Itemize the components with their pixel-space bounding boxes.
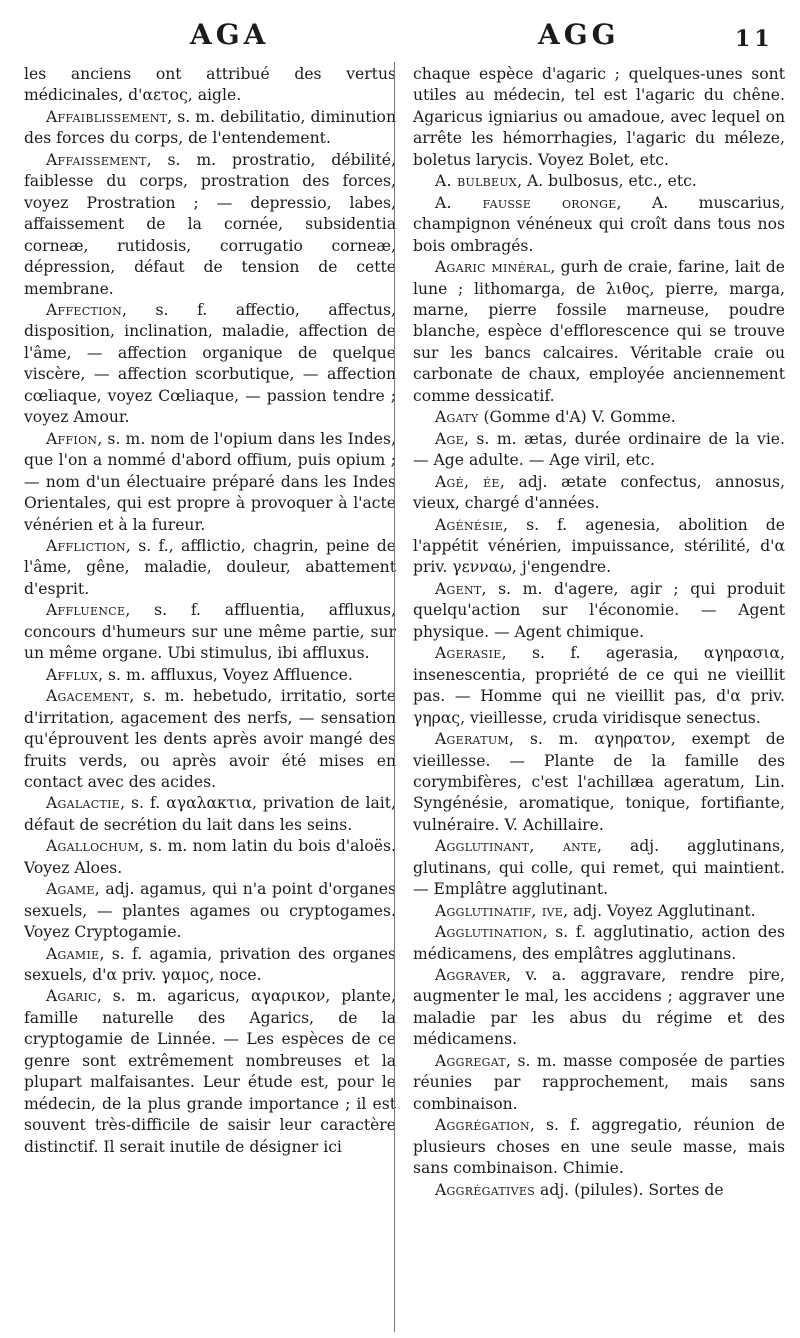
entry-definition: , s. m. prostratio, débilité, faiblesse du corps, prostration des forces, voyez Prostration ; — depressio, labes, affaissement de la cornée, subsidentia corneæ, rutidosis, corrugatio corneæ, dépression, défaut de tension de cette membrane.	[24, 150, 396, 298]
dictionary-entry	[24, 536, 396, 600]
entry-headword: Aggraver	[435, 966, 507, 985]
dictionary-entry	[413, 407, 785, 428]
entry-definition: , s. m. agaricus, αγαρικον, plante, famille naturelle des Agarics, de la cryptogamie de Linnée. — Les espèces de ce genre sont extrêmement nombreuses et la plupart malfaisantes. Leur étude est, pour le médecin, de la plus grande importance ; il est souvent très-difficile de saisir leur caractère distinctif. Il serait inutile de désigner ici	[24, 987, 396, 1156]
entry-definition: adj. (pilules). Sortes de	[535, 1180, 724, 1199]
dictionary-entry	[413, 429, 785, 472]
running-head-right: AGG	[538, 18, 620, 51]
dictionary-entry	[413, 1051, 785, 1115]
page-number: 11	[735, 26, 774, 52]
dictionary-entry	[24, 150, 396, 300]
entry-headword: Aggregat	[435, 1051, 507, 1070]
entry-continuation	[413, 64, 785, 171]
entry-definition: , adj. ætate confectus, annosus, vieux, chargé d'années.	[413, 472, 786, 513]
entry-headword: Affluence	[46, 601, 126, 620]
running-head-left: AGA	[190, 18, 270, 51]
entry-headword: Affection	[46, 300, 122, 319]
entry-definition: , s. f. agerasia, αγηρασια, insenescentia, propriété de ce qui ne vieillit pas. — Homme qui ne vieillit pas, d'α priv. γηρας, vieillesse, cruda viridisque senectus.	[413, 644, 785, 727]
dictionary-entry	[413, 579, 785, 643]
dictionary-entry	[413, 922, 785, 965]
dictionary-entry	[24, 300, 396, 429]
entry-headword: A. bulbeux	[435, 172, 518, 191]
entry-definition: , s. f. agglutinatio, action des médicamens, des emplâtres agglutinans.	[413, 923, 785, 963]
entry-definition: , A. bulbosus, etc., etc.	[517, 172, 697, 191]
entry-headword: Ageratum	[435, 730, 509, 749]
entry-definition: les anciens ont attribué des vertus médicinales, d'αετος, aigle.	[24, 65, 396, 105]
entry-definition: , s. m. affluxus, Voyez Affluence.	[98, 665, 353, 684]
entry-continuation	[24, 64, 396, 107]
entry-headword: Agaty	[435, 408, 479, 427]
dictionary-entry	[413, 472, 785, 515]
dictionary-entry	[413, 193, 785, 257]
entry-definition: , s. m. debilitatio, diminution des forces du corps, de l'entendement.	[24, 107, 396, 148]
dictionary-entry	[24, 793, 396, 836]
entry-headword: Agaric	[46, 987, 97, 1006]
entry-definition: , s. m. hebetudo, irritatio, sorte d'irritation, agacement des nerfs, — sensation qu'éprouvent les dents après avoir mangé des fruits verds, ou après avoir été mises en contact avec des acides.	[24, 687, 396, 791]
entry-headword: Affion	[46, 429, 98, 448]
dictionary-entry	[413, 171, 785, 192]
dictionary-entry	[24, 879, 396, 943]
entry-headword: Affliction	[46, 536, 126, 555]
entry-headword: Afflux	[46, 665, 99, 684]
entry-headword: Agalactie	[46, 794, 121, 813]
dictionary-entry	[413, 836, 785, 900]
entry-headword: Aggrégatives	[435, 1180, 536, 1199]
entry-definition: , s. f. agenesia, abolition de l'appétit vénérien, impuissance, stérilité, d'α priv. γενναω, j'engendre.	[413, 515, 785, 577]
entry-definition: , s. m. d'agere, agir ; qui produit quelqu'action sur l'économie. — Agent physique. — Agent chimique.	[413, 579, 785, 641]
dictionary-entry	[413, 515, 785, 579]
dictionary-entry	[24, 665, 396, 686]
entry-headword: Agglutinant, ante	[435, 837, 598, 856]
entry-definition: , s. f. αγαλακτια, privation de lait, défaut de secrétion du lait dans les seins.	[24, 794, 396, 834]
entry-definition: , s. f. agamia, privation des organes sexuels, d'α priv. γαμος, noce.	[24, 944, 396, 985]
entry-definition: , adj. agamus, qui n'a point d'organes sexuels, — plantes agames ou cryptogames. Voyez Cryptogamie.	[24, 880, 396, 942]
dictionary-entry	[24, 600, 396, 664]
entry-headword: Agent	[435, 579, 482, 598]
entry-headword: Agénésie	[435, 515, 504, 534]
dictionary-entry	[24, 986, 396, 1158]
entry-headword: Agaric minéral	[435, 258, 551, 277]
left-column	[24, 64, 396, 1158]
entry-definition: , s. f. affectio, affectus, disposition, inclination, maladie, affection de l'âme, — affection organique de quelque viscère, — affection scorbutique, — affection cœliaque, voyez Cœliaque, — passion tendre ; voyez Amour.	[24, 300, 396, 427]
dictionary-entry	[413, 965, 785, 1051]
entry-definition: , s. m. αγηρατον, exempt de vieillesse. — Plante de la famille des corymbifères, c'est l'achillæa ageratum, Lin. Syngénésie, aromatique, tonique, fortifiante, vulnéraire. V. Achillaire.	[413, 730, 785, 834]
entry-definition: , A. muscarius, champignon vénéneux qui croît dans tous nos bois ombragés.	[413, 193, 785, 255]
dictionary-entry	[24, 686, 396, 793]
entry-headword: Affaiblissement	[46, 107, 168, 126]
entry-headword: Agglutinatif, ive	[435, 901, 564, 920]
entry-definition: , s. f. affluentia, affluxus, concours d'humeurs sur une même partie, sur un même organe. Ubi stimulus, ibi affluxus.	[24, 601, 396, 663]
dictionary-entry	[413, 729, 785, 836]
dictionary-entry	[413, 643, 785, 729]
dictionary-entry	[413, 257, 785, 407]
entry-headword: Agamie	[46, 944, 100, 963]
entry-definition: , s. m. masse composée de parties réunies par rapprochement, mais sans combinaison.	[413, 1051, 785, 1113]
entry-headword: Agame	[46, 880, 95, 899]
entry-definition: , s. m. nom de l'opium dans les Indes, que l'on a nommé d'abord offium, puis opium ; — nom d'un électuaire préparé dans les Indes Orientales, qui est propre à provoquer à l'acte vénérien et à la fureur.	[24, 429, 396, 534]
entry-headword: A. fausse oronge	[435, 193, 617, 212]
entry-definition: , s. m. ætas, durée ordinaire de la vie. — Age adulte. — Age viril, etc.	[413, 429, 785, 470]
entry-headword: Agacement	[46, 687, 130, 706]
entry-definition: , adj. Voyez Agglutinant.	[563, 901, 756, 920]
right-column	[413, 64, 785, 1201]
entry-headword: Agglutination	[435, 923, 543, 942]
entry-headword: Agerasie	[435, 644, 502, 663]
entry-definition: , s. f., afflictio, chagrin, peine de l'âme, gêne, maladie, douleur, abattement d'esprit.	[24, 536, 396, 598]
entry-definition: chaque espèce d'agaric ; quelques-unes sont utiles au médecin, tel est l'agaric du chêne. Agaricus igniarius ou amadoue, avec lequel on arrête les hémorrhagies, l'agaric du méleze, boletus larycis. Voyez Bolet, etc.	[413, 65, 785, 169]
dictionary-entry	[24, 107, 396, 150]
dictionary-entry	[24, 836, 396, 879]
entry-definition: , gurh de craie, farine, lait de lune ; lithomarga, de λιθος, pierre, marga, marne, pierre fossile marneuse, poudre blanche, espèce d'efflorescence qui se trouve sur les bancs calcaires. Véritable craie ou carbonate de chaux, employée anciennement comme dessicatif.	[413, 258, 785, 405]
entry-definition: , adj. agglutinans, glutinans, qui colle, qui remet, qui maintient. — Emplâtre agglutinant.	[413, 837, 785, 899]
dictionary-entry	[413, 1115, 785, 1179]
entry-headword: Agallochum	[46, 837, 140, 856]
column-divider	[394, 62, 395, 1332]
entry-headword: Age	[435, 429, 464, 448]
dictionary-entry	[24, 429, 396, 536]
entry-definition: (Gomme d'A) V. Gomme.	[478, 408, 676, 427]
entry-definition: , s. f. aggregatio, réunion de plusieurs choses en une seule masse, mais sans combinaison. Chimie.	[413, 1116, 785, 1178]
entry-definition: , s. m. nom latin du bois d'aloës. Voyez Aloes.	[24, 837, 396, 877]
entry-definition: , v. a. aggravare, rendre pire, augmenter le mal, les accidens ; aggraver une maladie par les abus du régime et des médicamens.	[413, 966, 785, 1049]
dictionary-entry	[413, 901, 785, 922]
entry-headword: Aggrégation	[435, 1116, 530, 1135]
dictionary-entry	[24, 944, 396, 987]
dictionary-entry	[413, 1180, 785, 1201]
entry-headword: Affaissement	[46, 150, 147, 169]
entry-headword: Agé, ée	[435, 472, 500, 491]
